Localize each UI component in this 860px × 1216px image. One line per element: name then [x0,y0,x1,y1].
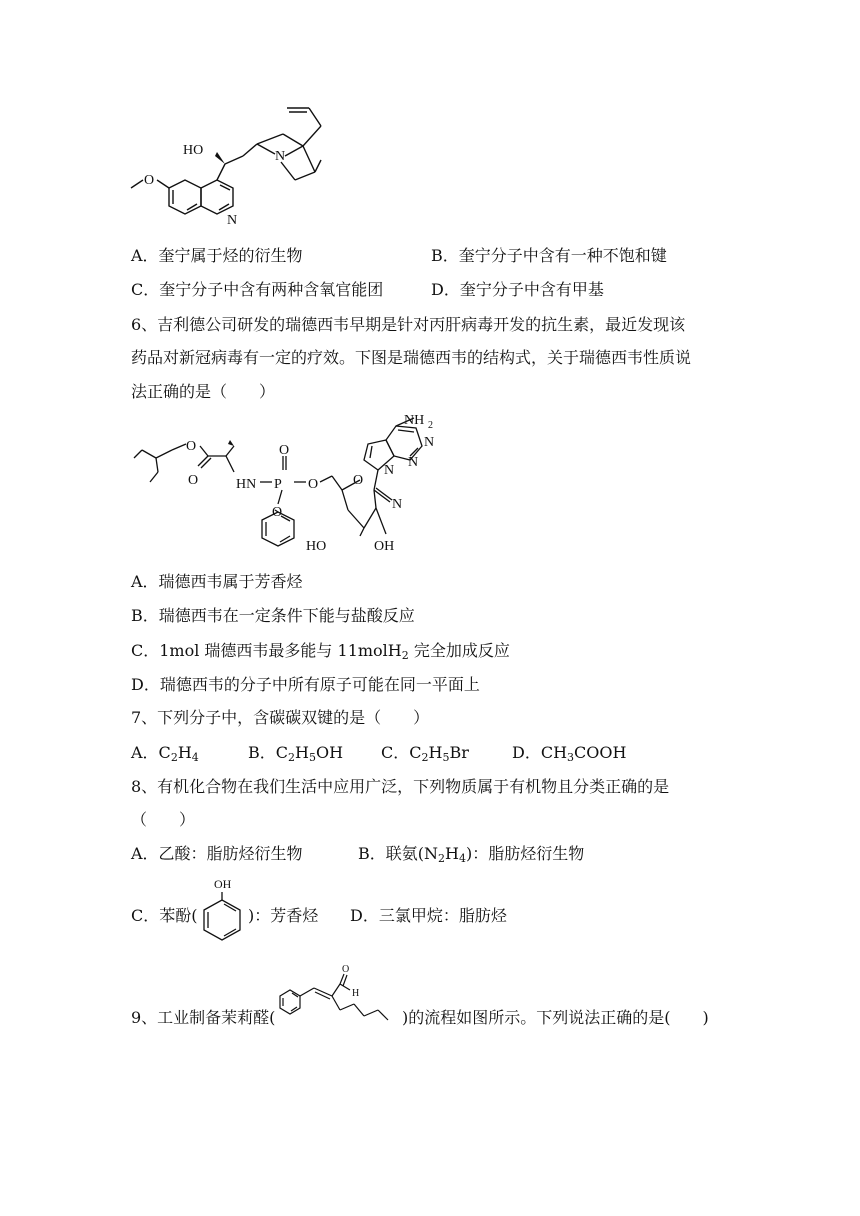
q6-option-d: D．瑞德西韦的分子中所有原子可能在同一平面上 [131,675,480,694]
q6-option-c-suffix: 完全加成反应 [408,641,510,660]
quinine-structure [125,98,355,240]
carbonyl-o-label: O [188,473,199,488]
q5-option-b: B．奎宁分子中含有一种不饱和键 [431,246,667,265]
q8-option-b [358,844,584,864]
q8-option-c-prefix: C．苯酚( [131,906,198,925]
q7-option-b [248,743,343,763]
q9-stem-suffix: )的流程如图所示。下列说法正确的是( ) [402,1008,709,1027]
q5-option-a: A．奎宁属于烃的衍生物 [131,246,303,265]
aldehyde-h-label: H [352,988,360,999]
q6-stem-line2: 药品对新冠病毒有一定的疗效。下图是瑞德西韦的结构式，关于瑞德西韦性质说 [131,348,692,367]
q8-b-mid: H [445,844,459,863]
q6-stem-line1: 6、吉利德公司研发的瑞德西韦早期是针对丙肝病毒开发的抗生素，最近发现该 [131,315,686,334]
q7-c-sub2: 5 [442,751,450,764]
q7-d-label: D．CH [512,743,568,762]
q7-b-sub2: 5 [308,751,316,764]
ring-n3-label: N [424,435,435,450]
amino-subscript: 2 [428,420,433,431]
phenoxy-o-label: O [272,505,283,520]
q6-option-b: B．瑞德西韦在一定条件下能与盐酸反应 [131,606,415,625]
q6-option-c-prefix: C．1mol 瑞德西韦最多能与 11molH [131,641,402,660]
q8-option-c-suffix: )：芳香烃 [248,906,319,925]
q7-b-sub1: 2 [288,751,296,764]
q7-c-tail: Br [449,743,469,762]
q8-option-d: D．三氯甲烷：脂肪烃 [350,906,507,925]
q7-option-a [131,743,199,763]
q7-d-mid: COOH [574,743,627,762]
q8-b-sub1: 2 [438,852,446,865]
q7-c-mid: H [428,743,443,762]
phenol-structure [198,876,246,946]
q8-stem-line2: （ ） [131,810,196,829]
phosphoryl-o-label: O [279,443,290,458]
q7-a-sub2: 4 [191,751,199,764]
q7-a-sub1: 2 [170,751,178,764]
q7-b-tail: OH [315,743,344,762]
q7-option-c [381,743,469,763]
q8-b-prefix: B．联氨(N [358,844,439,863]
aldehyde-o-label: O [342,964,350,975]
ring-o-label: O [353,473,364,488]
q9-stem-prefix: 9、工业制备茉莉醛( [131,1008,276,1027]
phosphorus-label: P [274,477,282,492]
q5-option-c: C．奎宁分子中含有两种含氧官能团 [131,280,384,299]
amino-label: NH [404,413,425,428]
q7-b-label: B．C [248,743,289,762]
q5-option-d: D．奎宁分子中含有甲基 [431,280,604,299]
linker-o-label: O [308,477,319,492]
q7-d-sub1: 3 [567,751,575,764]
q6-option-a: A．瑞德西韦属于芳香烃 [131,572,303,591]
amine-n-label: N [275,149,286,164]
jasmine-aldehyde-structure [274,960,404,1036]
hydroxyl-2-label: OH [374,539,395,554]
q6-option-c-sub: 2 [401,649,409,662]
hn-label: HN [236,477,257,492]
q8-b-suffix: )：脂肪烃衍生物 [465,844,585,863]
pyridine-n-label: N [227,213,238,228]
phenol-oh-label: OH [214,877,232,891]
q7-c-sub1: 2 [421,751,429,764]
ester-o-label: O [186,439,197,454]
hydroxyl-label: HO [183,143,204,158]
q7-a-label: A．C [131,743,171,762]
hydroxyl-1-label: HO [306,539,327,554]
q7-stem: 7、下列分子中，含碳碳双键的是（ ） [131,708,430,727]
ring-n1-label: N [384,463,395,478]
q6-option-c [131,641,510,661]
q7-c-label: C．C [381,743,422,762]
q7-b-mid: H [295,743,309,762]
methoxy-o-label: O [144,173,155,188]
q8-b-sub2: 4 [458,852,466,865]
q8-stem-line1: 8、有机化合物在我们生活中应用广泛，下列物质属于有机物且分类正确的是 [131,777,670,796]
remdesivir-structure [128,410,458,560]
q7-option-d [512,743,626,763]
q7-a-mid: H [177,743,192,762]
q8-option-a: A．乙酸：脂肪烃衍生物 [131,844,303,863]
ring-n2-label: N [408,455,419,470]
nitrile-n-label: N [392,497,403,512]
q6-stem-line3: 法正确的是（ ） [131,382,276,401]
